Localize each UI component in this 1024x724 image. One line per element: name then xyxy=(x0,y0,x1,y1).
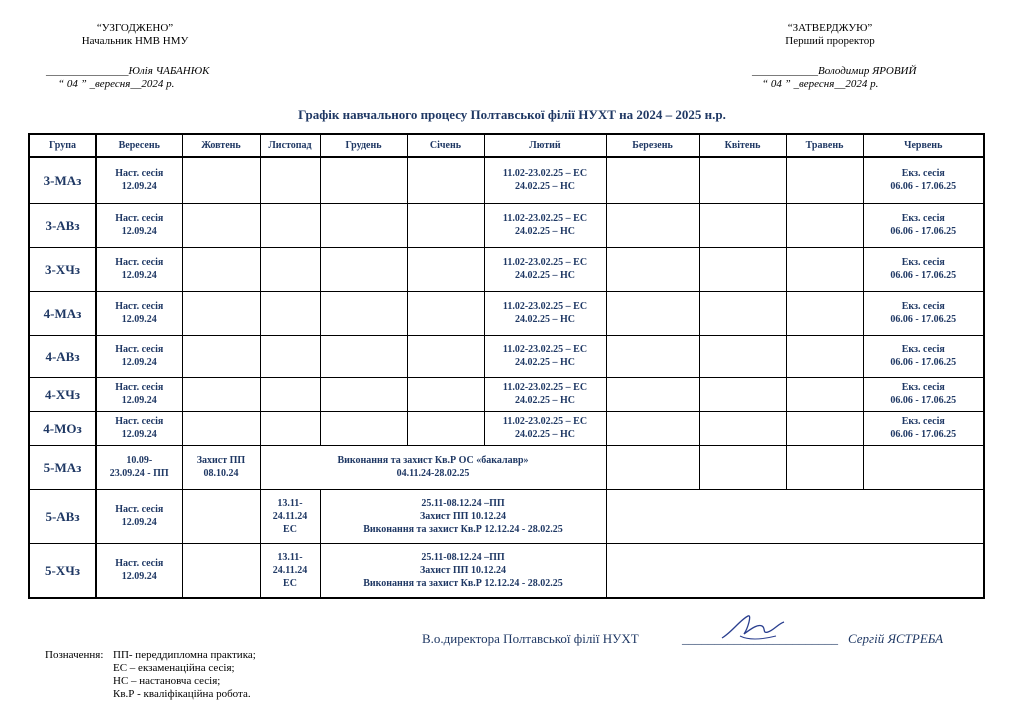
approval-right-date: “ 04 ” _вересня__2024 р. xyxy=(762,78,879,90)
table-row xyxy=(29,203,984,247)
legend-item: ПП- переддипломна практика; xyxy=(113,649,256,661)
group-cell: 4-МАз xyxy=(29,291,96,335)
empty-cell xyxy=(407,247,484,291)
empty-cell xyxy=(260,291,320,335)
empty-cell xyxy=(407,291,484,335)
empty-cell xyxy=(786,411,863,445)
legend xyxy=(113,649,256,701)
empty-cell xyxy=(786,335,863,377)
empty-cell xyxy=(786,247,863,291)
feb-cell: 11.02-23.02.25 – ЕС 24.02.25 – НС xyxy=(484,203,606,247)
empty-cell xyxy=(606,377,699,411)
group-cell: 4-АВз xyxy=(29,335,96,377)
empty-cell xyxy=(699,157,786,203)
director-signature-image xyxy=(718,610,788,646)
empty-cell xyxy=(182,411,260,445)
director-position: В.о.директора Полтавської філії НУХТ xyxy=(422,631,639,646)
empty-cell xyxy=(699,377,786,411)
nov-cell: 13.11- 24.11.24 ЕС xyxy=(260,489,320,543)
sept-cell: Наст. сесія 12.09.24 xyxy=(96,411,182,445)
header-mar: Березень xyxy=(606,134,699,157)
empty-cell xyxy=(320,203,407,247)
empty-cell xyxy=(606,411,699,445)
empty-cell xyxy=(260,247,320,291)
header-jan: Січень xyxy=(407,134,484,157)
table-row xyxy=(29,377,984,411)
legend-item: НС – настановча сесія; xyxy=(113,675,221,687)
approval-left-title: “УЗГОДЖЕНО” xyxy=(96,22,174,34)
feb-cell: 11.02-23.02.25 – ЕС 24.02.25 – НС xyxy=(484,411,606,445)
empty-cell xyxy=(182,335,260,377)
june-cell: Екз. сесія 06.06 - 17.06.25 xyxy=(863,411,984,445)
schedule-table xyxy=(28,133,985,599)
empty-cell xyxy=(699,411,786,445)
sept-cell: Наст. сесія 12.09.24 xyxy=(96,247,182,291)
group-cell: 4-МОз xyxy=(29,411,96,445)
header-nov: Листопад xyxy=(260,134,320,157)
empty-cell xyxy=(320,377,407,411)
empty-cell xyxy=(786,445,863,489)
table-row xyxy=(29,247,984,291)
group-cell: 3-МАз xyxy=(29,157,96,203)
page-title: Графік навчального процесу Полтавської філії НУХТ на 2024 – 2025 н.р. xyxy=(298,107,726,122)
empty-cell xyxy=(786,291,863,335)
empty-cell xyxy=(320,335,407,377)
director-signature-line: ________________________ xyxy=(682,631,838,646)
empty-span-cell xyxy=(606,489,984,543)
approval-left xyxy=(60,22,210,48)
june-cell: Екз. сесія 06.06 - 17.06.25 xyxy=(863,247,984,291)
table-row xyxy=(29,291,984,335)
empty-cell xyxy=(407,203,484,247)
feb-cell: 11.02-23.02.25 – ЕС 24.02.25 – НС xyxy=(484,377,606,411)
empty-cell xyxy=(182,377,260,411)
empty-cell xyxy=(786,203,863,247)
empty-cell xyxy=(260,377,320,411)
empty-cell xyxy=(699,291,786,335)
legend-item: Кв.Р - кваліфікаційна робота. xyxy=(113,688,251,700)
sept-cell: Наст. сесія 12.09.24 xyxy=(96,543,182,598)
empty-cell xyxy=(699,247,786,291)
empty-cell xyxy=(407,335,484,377)
thesis-cell: Виконання та захист Кв.Р ОС «бакалавр» 04.11.24-28.02.25 xyxy=(260,445,606,489)
feb-cell: 11.02-23.02.25 – ЕС 24.02.25 – НС xyxy=(484,335,606,377)
empty-cell xyxy=(606,291,699,335)
empty-cell xyxy=(260,203,320,247)
empty-cell xyxy=(606,203,699,247)
feb-cell: 11.02-23.02.25 – ЕС 24.02.25 – НС xyxy=(484,291,606,335)
empty-cell xyxy=(786,377,863,411)
june-cell: Екз. сесія 06.06 - 17.06.25 xyxy=(863,203,984,247)
header-oct: Жовтень xyxy=(182,134,260,157)
empty-cell xyxy=(260,411,320,445)
approval-right-signature: ____________Володимир ЯРОВИЙ xyxy=(752,65,917,77)
group-cell: 5-АВз xyxy=(29,489,96,543)
empty-cell xyxy=(182,247,260,291)
empty-cell xyxy=(606,445,699,489)
empty-cell xyxy=(699,203,786,247)
sept-cell: Наст. сесія 12.09.24 xyxy=(96,157,182,203)
feb-cell: 11.02-23.02.25 – ЕС 24.02.25 – НС xyxy=(484,247,606,291)
director-name: Сергій ЯСТРЕБА xyxy=(848,631,944,646)
empty-cell xyxy=(260,335,320,377)
sept-cell: Наст. сесія 12.09.24 xyxy=(96,203,182,247)
approval-right xyxy=(740,22,920,48)
feb-cell: 11.02-23.02.25 – ЕС 24.02.25 – НС xyxy=(484,157,606,203)
empty-cell xyxy=(320,411,407,445)
legend-label: Позначення: xyxy=(45,649,104,661)
june-cell: Екз. сесія 06.06 - 17.06.25 xyxy=(863,157,984,203)
approval-left-date: “ 04 ” _вересня__2024 р. xyxy=(58,78,175,90)
empty-cell xyxy=(606,247,699,291)
empty-cell xyxy=(320,157,407,203)
header-apr: Квітень xyxy=(699,134,786,157)
oct-cell: Захист ПП 08.10.24 xyxy=(182,445,260,489)
table-row xyxy=(29,543,984,598)
group-cell: 4-ХЧз xyxy=(29,377,96,411)
nov-cell: 13.11- 24.11.24 ЕС xyxy=(260,543,320,598)
sept-cell: Наст. сесія 12.09.24 xyxy=(96,335,182,377)
table-row xyxy=(29,335,984,377)
header-jun: Червень xyxy=(863,134,984,157)
empty-cell xyxy=(407,377,484,411)
empty-cell xyxy=(863,445,984,489)
empty-cell xyxy=(260,157,320,203)
group-cell: 5-МАз xyxy=(29,445,96,489)
empty-cell xyxy=(699,445,786,489)
approval-right-position: Перший проректор xyxy=(785,35,875,47)
empty-cell xyxy=(182,543,260,598)
empty-cell xyxy=(407,157,484,203)
table-row xyxy=(29,445,984,489)
sept-cell: Наст. сесія 12.09.24 xyxy=(96,291,182,335)
sept-cell: 10.09- 23.09.24 - ПП xyxy=(96,445,182,489)
june-cell: Екз. сесія 06.06 - 17.06.25 xyxy=(863,291,984,335)
practice-cell: 25.11-08.12.24 –ПП Захист ПП 10.12.24 Виконання та захист Кв.Р 12.12.24 - 28.02.25 xyxy=(320,543,606,598)
approval-left-position: Начальник НМВ НМУ xyxy=(81,35,189,47)
empty-cell xyxy=(320,247,407,291)
table-row xyxy=(29,157,984,203)
approval-left-signature: _______________Юлія ЧАБАНЮК xyxy=(46,65,210,77)
empty-cell xyxy=(786,157,863,203)
empty-cell xyxy=(606,335,699,377)
group-cell: 3-АВз xyxy=(29,203,96,247)
legend-item: ЕС – екзаменаційна сесія; xyxy=(113,662,235,674)
empty-cell xyxy=(407,411,484,445)
table-header-row xyxy=(29,134,984,157)
empty-cell xyxy=(699,335,786,377)
empty-cell xyxy=(182,489,260,543)
empty-cell xyxy=(182,157,260,203)
header-feb: Лютий xyxy=(484,134,606,157)
sept-cell: Наст. сесія 12.09.24 xyxy=(96,377,182,411)
practice-cell: 25.11-08.12.24 –ПП Захист ПП 10.12.24 Виконання та захист Кв.Р 12.12.24 - 28.02.25 xyxy=(320,489,606,543)
june-cell: Екз. сесія 06.06 - 17.06.25 xyxy=(863,377,984,411)
approval-right-title: “ЗАТВЕРДЖУЮ” xyxy=(787,22,873,34)
table-row xyxy=(29,411,984,445)
table-row xyxy=(29,489,984,543)
empty-cell xyxy=(182,203,260,247)
group-cell: 3-ХЧз xyxy=(29,247,96,291)
empty-span-cell xyxy=(606,543,984,598)
header-may: Травень xyxy=(786,134,863,157)
header-group: Група xyxy=(29,134,96,157)
header-dec: Грудень xyxy=(320,134,407,157)
june-cell: Екз. сесія 06.06 - 17.06.25 xyxy=(863,335,984,377)
empty-cell xyxy=(182,291,260,335)
empty-cell xyxy=(606,157,699,203)
sept-cell: Наст. сесія 12.09.24 xyxy=(96,489,182,543)
empty-cell xyxy=(320,291,407,335)
header-sept: Вересень xyxy=(96,134,182,157)
group-cell: 5-ХЧз xyxy=(29,543,96,598)
